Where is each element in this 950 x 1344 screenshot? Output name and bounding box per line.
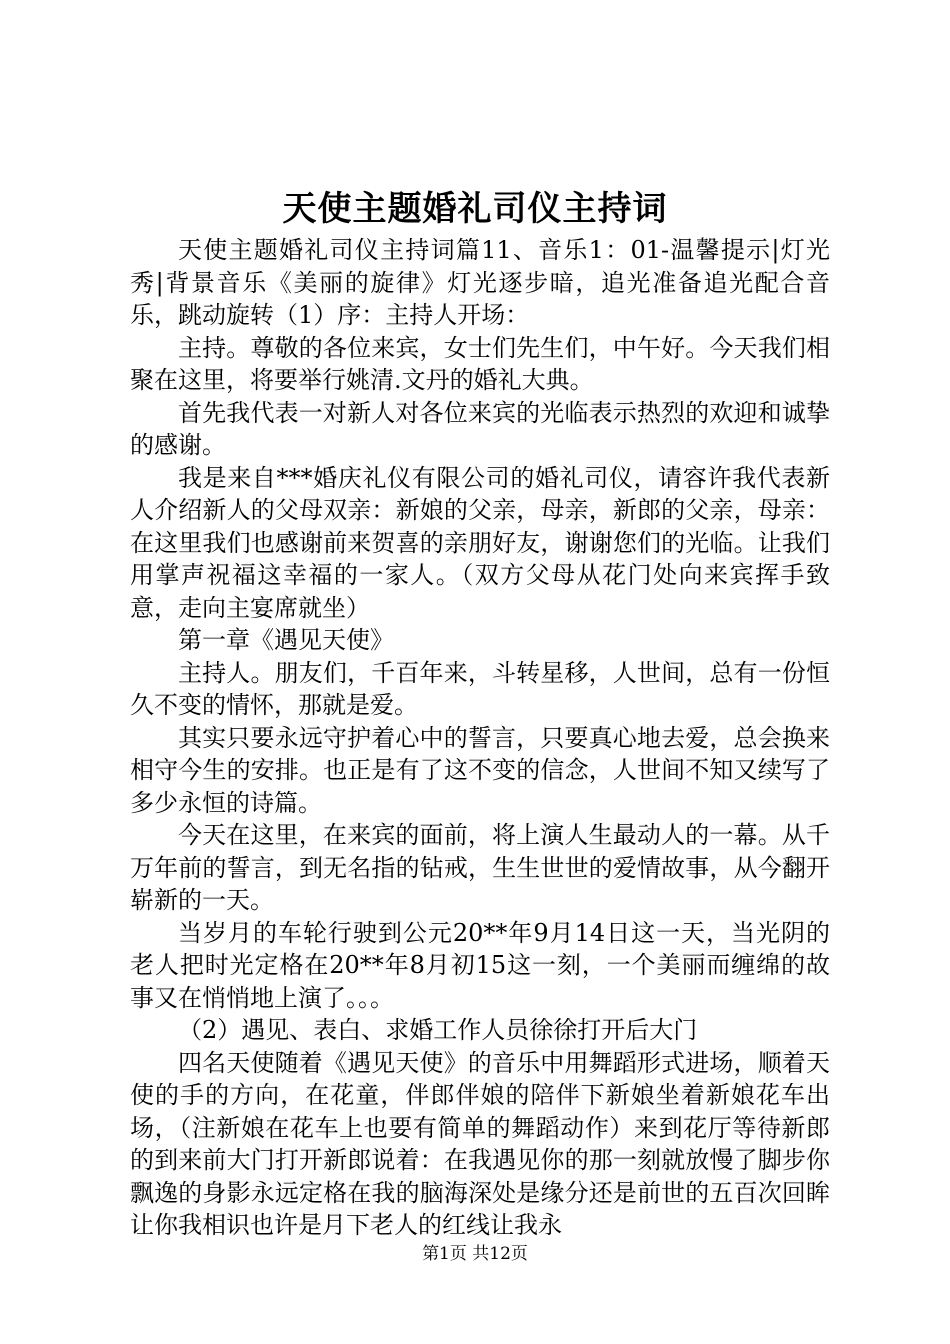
paragraph-angels-entrance: 四名天使随着《遇见天使》的音乐中用舞蹈形式进场，顺着天使的手的方向，在花童，伴郎伴娘的陪伴下新娘坐着新娘花车出场，（注新娘在花车上也要有简单的舞蹈动作）来到花厅等待新郎的到来前大门打开新郎说着：在我遇见你的那一刻就放慢了脚步你飘逸的身影永远定格在我的脑海深处是缘分还是前世的五百次回眸让你我相识也许是月下老人的红线让我永 bbox=[130, 1048, 830, 1239]
document-body bbox=[130, 234, 830, 1242]
paragraph-intro: 天使主题婚礼司仪主持词篇11、音乐1：01-温馨提示|灯光秀|背景音乐《美丽的旋律》灯光逐步暗，追光准备追光配合音乐，跳动旋转（1）序：主持人开场： bbox=[130, 236, 830, 329]
paragraph-date: 当岁月的车轮行驶到公元20**年9月14日这一天，当光阴的老人把时光定格在20**年8月初15这一刻，一个美丽而缠绵的故事又在悄悄地上演了。。。 bbox=[130, 918, 830, 1012]
paragraph-vows: 其实只要永远守护着心中的誓言，只要真心地去爱，总会换来相守今生的安排。也正是有了这不变的信念，人世间不知又续写了多少永恒的诗篇。 bbox=[130, 723, 830, 817]
section-heading: （2）遇见、表白、求婚工作人员徐徐打开后大门 bbox=[178, 1016, 698, 1044]
paragraph-today: 今天在这里，在来宾的面前，将上演人生最动人的一幕。从千万年前的誓言，到无名指的钻戒，生生世世的爱情故事，从今翻开崭新的一天。 bbox=[130, 821, 830, 914]
paragraph-welcome: 首先我代表一对新人对各位来宾的光临表示热烈的欢迎和诚挚的感谢。 bbox=[130, 398, 830, 459]
page-number-footer: 第1页 共12页 bbox=[422, 1244, 528, 1264]
chapter-heading: 第一章《遇见天使》 bbox=[178, 626, 394, 654]
paragraph-love: 主持人。朋友们，千百年来，斗转星移，人世间，总有一份恒久不变的情怀，那就是爱。 bbox=[130, 658, 830, 719]
paragraph-host-greeting: 主持。尊敬的各位来宾，女士们先生们，中午好。今天我们相聚在这里，将要举行姚清.文丹的婚礼大典。 bbox=[130, 333, 830, 394]
paragraph-parents-intro: 我是来自***婚庆礼仪有限公司的婚礼司仪，请容许我代表新人介绍新人的父母双亲：新娘的父亲，母亲，新郎的父亲，母亲：在这里我们也感谢前来贺喜的亲朋好友，谢谢您们的光临。让我们用掌声祝福这幸福的一家人。（双方父母从花门处向来宾挥手致意，走向主宴席就坐） bbox=[130, 463, 830, 622]
document-title: 天使主题婚礼司仪主持词 bbox=[282, 189, 668, 229]
